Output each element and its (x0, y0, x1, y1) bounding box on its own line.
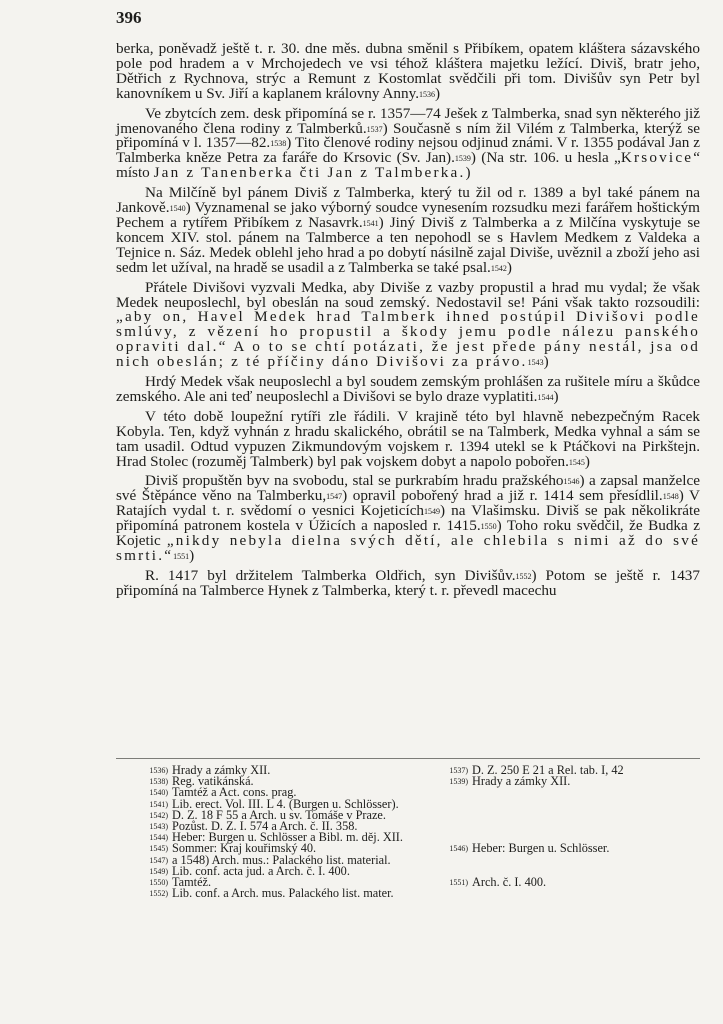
text-run: Hrdý Medek však neuposlechl a byl soudem zemským prohlášen za rušitele míru a škůdce zemského. Ale ani teď neuposlechl a Divišovi se bylo draze vyplatiti. (116, 373, 700, 405)
footnote-number: 1541) (149, 799, 168, 809)
footnote-number: 1539) (449, 777, 468, 787)
page-number: 396 (116, 8, 142, 27)
footnote-ref: 1552 (515, 571, 532, 581)
footnote-text: Tamtéž. (172, 875, 212, 890)
footnote-text: Hrady a zámky XII. (472, 774, 571, 789)
footnotes (140, 765, 700, 899)
text-run: R. 1417 byl držitelem Talmberka Oldřich, syn Divišův. (145, 566, 516, 584)
footnote-text: Tamtéž a Act. cons. prag. (172, 785, 297, 800)
paragraph (116, 42, 700, 102)
footnote-text: Arch. č. I. 400. (472, 875, 547, 890)
footnote-ref: 1549 (424, 507, 441, 517)
text-run: Na Milčíně byl pánem Diviš z Talmberka, který tu žil od r. 1389 a byl také pánem na Jankově. (116, 184, 700, 217)
text-run: Diviš propuštěn byv na svobodu, stal se purkrabím hradu pražského (145, 472, 564, 490)
footnote-row (140, 863, 700, 878)
footnote-text: Pozůst. D. Z. I. 574 a Arch. č. II. 358. (172, 819, 358, 834)
footnote-number: 1536) (149, 766, 168, 775)
footnote-ref: 1537 (366, 124, 383, 134)
text-run: „aby on, Havel Medek hrad Talmberk ihned postúpil Divišovi podle smlúvy, z vězení ho propustil a škody jemu podle nálezu panského opraviti dal.“ A o to se chtí potázati, že jest přede pány nestál, jsa od nich obeslán; z té příčiny dáno Divišovi za právo. (116, 308, 700, 371)
text-run: ) V Ratajích vydal t. r. svědomí o vesnici Kojeticích (116, 487, 700, 520)
footnote-ref: 1545 (568, 457, 585, 467)
footnote (140, 888, 700, 899)
footnote-ref: 1538 (270, 139, 287, 149)
footnote-ref: 1547 (326, 492, 343, 502)
text-run: ) Potom se ještě r. 1437 připomíná na Talmberce Hynek z Talmberka, který t. r. převedl macechu (116, 566, 700, 599)
footnote-text: Heber: Burgen u. Schlösser a Bibl. m. děj. XII. (172, 830, 403, 845)
paragraph (116, 186, 700, 275)
text-run: V této době loupežní rytíři zle řádili. V krajině této byl hlavně nebezpečným Racek Kobyla. Ten, když vyhnán z hradu skalického, obrátil se na Talmberk, Medka vyhnal a sám se tam usadil. Odtud vypuzen Zikmundovým vojskem r. 1394 utekl se k Ptáčkovi na Pirkštejn. Hrad Stolec (rozuměj Talmberk) byl pak vojskem dobyt a napolo pobořen. (116, 407, 700, 470)
text-run: ) Současně s ním žil Vilém z Talmberka, kterýž se připomíná v l. 1357—82. (116, 119, 700, 152)
footnote-number: 1547) (149, 855, 168, 865)
footnote-ref: 1546 (563, 477, 580, 487)
text-run: ) na Vlašimsku. Diviš se pak několikráte připomíná patronem kostela v Úžicích a naposled r. 1415. (116, 502, 700, 535)
text-run: ) opravil pobořený hrad a již r. 1414 sem přesídlil. (342, 487, 663, 505)
paragraph (116, 474, 700, 563)
footnote-text: Sommer: Kraj kouřimský 40. (172, 841, 317, 856)
text-run: ) (Na str. 106. u hesla „ (470, 149, 621, 167)
text-run: Přátele Divišovi vyzvali Medka, aby Diviše z vazby propustil a hrad mu vydal; že však Medek neuposlechl, byl obeslán na soud zemský. Nedostavil se! Páni však takto rozsoudili: (116, 278, 700, 311)
footnote-ref: 1539 (454, 154, 471, 164)
text-run: ) (435, 84, 441, 102)
text-run: Krsovice (620, 149, 694, 167)
body-text (116, 42, 700, 599)
text-run: ) (543, 353, 549, 371)
footnote-text: Reg. vatikánská. (172, 774, 254, 789)
footnote-number: 1546) (449, 844, 468, 854)
text-run: ) a zapsal manželce své Štěpánce věno na Talmberku, (116, 472, 700, 505)
text-run: Ve zbytcích zem. desk připomíná se r. 1357—74 Ješek z Talmberka, snad syn některého již jmenovaného člena rodiny z Talmberků. (116, 104, 700, 137)
text-run: ) (584, 452, 590, 470)
text-run: ) Tito členové rodiny nejsou odjinud známi. V r. 1355 podával Jan z Talmberka kněze Petra za faráře do Krsovic (Sv. Jan). (116, 134, 700, 167)
text-run: ) (553, 387, 559, 405)
text-run: ) (465, 164, 471, 182)
footnote-number: 1537) (449, 766, 468, 775)
footnote-number: 1550) (149, 878, 168, 888)
footnote-text: Lib. erect. Vol. III. L 4. (Burgen u. Schlösser). (172, 796, 399, 811)
paragraph (116, 407, 700, 470)
paragraph (116, 278, 700, 371)
footnote (140, 863, 700, 878)
text-run: ) Jiný Diviš z Talmberka a z Milčína vyskytuje se koncem XIV. stol. pánem na Talmberce a ten nepohodl se s Havlem Medkem z Valdeka a Tejnice n. Sáz. Medek oblehl jeho hrad a po dobytí násilně zajal Diviše, uvěznil a zboží jeho asi sedm let užíval, na hradě se usadil a z Talmberka se také psal. (116, 213, 700, 276)
footnote-ref: 1542 (490, 263, 507, 273)
footnote-number: 1545) (149, 844, 168, 854)
footnote-number: 1544) (149, 833, 168, 843)
text-run: berka, poněvadž ještě t. r. 30. dne měs. dubna směnil s Přibíkem, opatem kláštera sázavského pole pod hradem a v Mrchojedech ve vsi téhož kláštera majetku ležící. Diviš, bratr jeho, Dětřich z Rychnova, strýc a Remunt z Kostomlat svědčili při tom. Divišův syn Petr byl kanovníkem u Sv. Jiří a kaplanem královny Anny. (116, 40, 700, 102)
footnote-text: a 1548) Arch. mus.: Palackého list. material. (172, 852, 391, 867)
paragraph (116, 104, 700, 182)
paragraph (116, 566, 700, 599)
footnote-text: Lib. conf. acta jud. a Arch. č. I. 400. (172, 863, 350, 878)
text-run: ) Toho roku svědčil, že Budka z Kojetic (116, 517, 701, 550)
footnote-ref: 1548 (662, 492, 679, 502)
footnote-ref: 1543 (527, 358, 544, 368)
footnote-number: 1540) (149, 788, 168, 798)
footnote-number: 1538) (149, 777, 168, 787)
text-run: ) (189, 547, 195, 564)
footnote-ref: 1550 (480, 522, 497, 532)
footnote-text: D. Z. 18 F 55 a Arch. u sv. Tomáše v Praze. (172, 807, 386, 822)
footnote-text: Heber: Burgen u. Schlösser. (472, 841, 610, 856)
footnote-number: 1552) (149, 889, 168, 899)
footnote-text: D. Z. 250 E 21 a Rel. tab. I, 42 (472, 763, 624, 777)
footnote-number: 1542) (149, 810, 168, 820)
footnote-text: Lib. conf. a Arch. mus. Palackého list. mater. (172, 886, 394, 901)
footnote-row (140, 888, 700, 899)
text-run: Jan z Tanenberka čti Jan z Talmberka. (153, 164, 466, 182)
footnote (440, 776, 700, 787)
footnote-ref: 1540 (169, 204, 186, 214)
footnote-divider (116, 758, 700, 759)
paragraph (116, 375, 700, 405)
footnote (440, 877, 700, 888)
footnote-ref: 1541 (362, 218, 379, 228)
footnote-number: 1543) (149, 822, 168, 832)
footnote (440, 843, 700, 854)
footnote-ref: 1551 (173, 552, 190, 561)
text-run: ) Vyznamenal se jako výborný soudce vynesením rozsudku mezi farářem hoštickým Pechem a rytířem Přibíkem z Nasavrk. (116, 199, 700, 231)
footnote-text: Hrady a zámky XII. (172, 763, 271, 777)
footnote-ref: 1536 (419, 89, 435, 99)
footnote-number: 1549) (149, 866, 168, 876)
text-run: ) (506, 258, 512, 276)
text-run: „nikdy nebyla dielna svých dětí, ale chlebila s nimi až do své smrti.“ (116, 532, 701, 564)
footnote-number: 1551) (449, 878, 468, 888)
footnote-ref: 1544 (537, 392, 554, 402)
text-run: “ místo (116, 149, 700, 182)
